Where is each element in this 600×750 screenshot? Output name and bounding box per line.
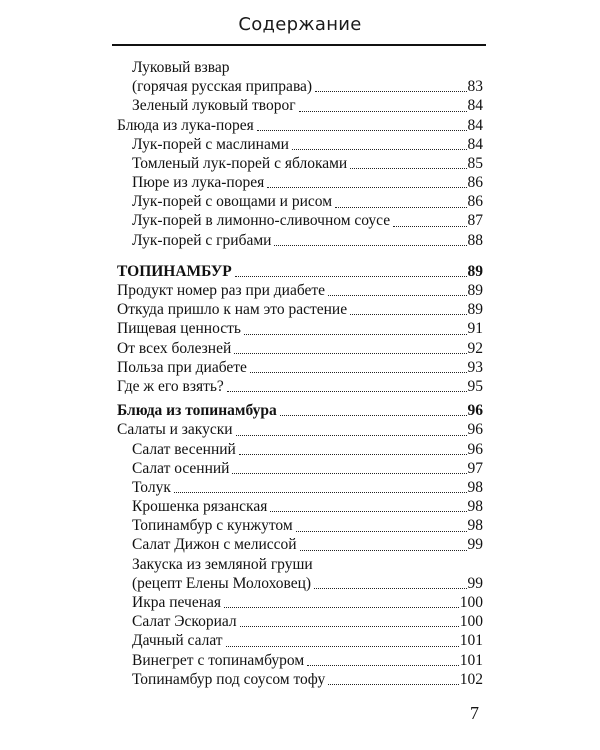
dot-leader bbox=[393, 226, 466, 227]
toc-entry-title: Винегрет с топинамбуром bbox=[132, 651, 305, 669]
toc-entry-page: 98 bbox=[467, 517, 483, 535]
dot-leader bbox=[227, 391, 467, 392]
toc-entry-page: 102 bbox=[459, 670, 483, 688]
toc-entry bbox=[117, 231, 483, 250]
toc-entry bbox=[117, 631, 483, 650]
toc-entry bbox=[117, 440, 483, 459]
toc-entry-title: Лук-порей с грибами bbox=[132, 231, 272, 249]
dot-leader bbox=[328, 684, 459, 685]
toc-entry bbox=[117, 58, 483, 77]
dot-leader bbox=[244, 334, 467, 335]
toc-entry-page: 101 bbox=[459, 651, 483, 669]
toc-entry-page: 84 bbox=[467, 97, 483, 115]
dot-leader bbox=[350, 314, 466, 315]
toc-entry-page: 89 bbox=[467, 262, 483, 280]
toc-entry-page: 99 bbox=[467, 536, 483, 554]
toc-entry-page: 95 bbox=[467, 377, 483, 395]
toc-entry-page: 100 bbox=[459, 613, 483, 631]
toc-entry-title: Лук-порей с овощами и рисом bbox=[132, 193, 333, 211]
toc-entry-page: 101 bbox=[459, 632, 483, 650]
toc-entry-page: 97 bbox=[467, 459, 483, 477]
toc-entry bbox=[117, 377, 483, 396]
dot-leader bbox=[232, 473, 466, 474]
toc-entry-page: 98 bbox=[467, 498, 483, 516]
dot-leader bbox=[174, 492, 467, 493]
toc-entry bbox=[117, 612, 483, 631]
toc-entry bbox=[117, 420, 483, 439]
toc-entry-title: Зеленый луковый творог bbox=[132, 97, 296, 115]
toc-entry bbox=[117, 497, 483, 516]
toc-entry-page: 96 bbox=[467, 402, 483, 420]
toc-entry-title: Откуда пришло к нам это растение bbox=[117, 301, 348, 319]
dot-leader bbox=[299, 111, 467, 112]
toc-entry-page: 91 bbox=[467, 320, 483, 338]
toc-entry-page: 83 bbox=[467, 78, 483, 96]
toc-entry-title: Пищевая ценность bbox=[117, 320, 241, 338]
header-rule bbox=[112, 44, 486, 46]
toc-entry bbox=[117, 478, 483, 497]
toc-entry bbox=[117, 459, 483, 478]
toc-entry-page: 96 bbox=[467, 421, 483, 439]
toc-entry-title: От всех болезней bbox=[117, 339, 232, 357]
dot-leader bbox=[315, 91, 466, 92]
toc-entry bbox=[117, 262, 483, 281]
toc-entry bbox=[117, 173, 483, 192]
toc-entry-page: 86 bbox=[467, 193, 483, 211]
dot-leader bbox=[267, 187, 466, 188]
toc-entry-page: 93 bbox=[467, 358, 483, 376]
toc-entry bbox=[117, 212, 483, 231]
toc-entry-title: Где ж его взять? bbox=[117, 377, 224, 395]
dot-leader bbox=[257, 130, 467, 131]
dot-leader bbox=[328, 295, 466, 296]
dot-leader bbox=[236, 435, 467, 436]
toc-entry-title: Продукт номер раз при диабете bbox=[117, 282, 326, 300]
toc-entry bbox=[117, 574, 483, 593]
table-of-contents bbox=[117, 58, 483, 689]
dot-leader bbox=[239, 454, 467, 455]
toc-entry bbox=[117, 670, 483, 689]
toc-entry-title: (горячая русская приправа) bbox=[132, 78, 313, 96]
toc-entry bbox=[117, 300, 483, 319]
toc-entry bbox=[117, 116, 483, 135]
dot-leader bbox=[270, 511, 466, 512]
toc-entry-title: Икра печеная bbox=[132, 594, 221, 612]
toc-entry-title: Блюда из топинамбура bbox=[117, 402, 277, 420]
toc-entry-title: Салат весенний bbox=[132, 440, 236, 458]
toc-entry-title: Салат Дижон с мелиссой bbox=[132, 536, 297, 554]
dot-leader bbox=[307, 665, 459, 666]
dot-leader bbox=[235, 276, 467, 277]
dot-leader bbox=[224, 607, 459, 608]
toc-entry-page: 87 bbox=[467, 212, 483, 230]
toc-entry-title: Салат Эскориал bbox=[132, 613, 237, 631]
toc-entry-page: 96 bbox=[467, 440, 483, 458]
dot-leader bbox=[300, 550, 467, 551]
toc-entry-page: 84 bbox=[467, 135, 483, 153]
dot-leader bbox=[335, 207, 466, 208]
toc-entry bbox=[117, 516, 483, 535]
toc-entry-page: 89 bbox=[467, 282, 483, 300]
toc-entry-page: 84 bbox=[467, 116, 483, 134]
dot-leader bbox=[274, 245, 466, 246]
toc-entry-title: Крошенка рязанская bbox=[132, 498, 268, 516]
toc-entry bbox=[117, 401, 483, 420]
toc-entry-title: Блюда из лука-порея bbox=[117, 116, 254, 134]
toc-entry bbox=[117, 555, 483, 574]
toc-entry bbox=[117, 536, 483, 555]
toc-entry-page: 89 bbox=[467, 301, 483, 319]
toc-entry-title: Толук bbox=[132, 478, 171, 496]
toc-entry bbox=[117, 154, 483, 173]
dot-leader bbox=[250, 372, 467, 373]
toc-entry-page: 100 bbox=[459, 594, 483, 612]
toc-entry-title: Салат осенний bbox=[132, 459, 230, 477]
dot-leader bbox=[350, 168, 466, 169]
page-number: 7 bbox=[470, 703, 479, 723]
toc-entry bbox=[117, 281, 483, 300]
toc-entry-title: Лук-порей с маслинами bbox=[132, 135, 289, 153]
toc-entry-page: 88 bbox=[467, 231, 483, 249]
toc-entry bbox=[117, 96, 483, 115]
toc-entry bbox=[117, 77, 483, 96]
toc-entry bbox=[117, 319, 483, 338]
dot-leader bbox=[240, 626, 459, 627]
toc-entry bbox=[117, 192, 483, 211]
toc-entry-title: Закуска из земляной груши bbox=[132, 555, 313, 573]
toc-entry-title: Топинамбур с кунжутом bbox=[132, 517, 293, 535]
toc-entry-title: Дачный салат bbox=[132, 632, 223, 650]
toc-entry-title: Томленый лук-порей с яблоками bbox=[132, 154, 348, 172]
toc-entry-title: Луковый взвар bbox=[132, 58, 230, 76]
toc-entry-page: 85 bbox=[467, 154, 483, 172]
dot-leader bbox=[234, 353, 466, 354]
toc-entry-page: 92 bbox=[467, 339, 483, 357]
dot-leader bbox=[292, 149, 467, 150]
dot-leader bbox=[226, 646, 459, 647]
toc-entry-title: (рецепт Елены Молоховец) bbox=[132, 574, 312, 592]
dot-leader bbox=[280, 415, 467, 416]
toc-entry-page: 98 bbox=[467, 478, 483, 496]
toc-entry bbox=[117, 593, 483, 612]
toc-entry-page: 86 bbox=[467, 174, 483, 192]
toc-entry-title: Салаты и закуски bbox=[117, 421, 233, 439]
toc-entry-title: Пюре из лука-порея bbox=[132, 174, 265, 192]
toc-entry bbox=[117, 651, 483, 670]
page-header-title: Содержание bbox=[238, 14, 362, 35]
toc-entry bbox=[117, 339, 483, 358]
toc-entry bbox=[117, 358, 483, 377]
toc-entry-title: Топинамбур под соусом тофу bbox=[132, 670, 326, 688]
toc-entry-title: Лук-порей в лимонно-сливочном соусе bbox=[132, 212, 391, 230]
toc-entry-title: Польза при диабете bbox=[117, 358, 247, 376]
toc-entry bbox=[117, 135, 483, 154]
dot-leader bbox=[314, 588, 466, 589]
toc-entry-page: 99 bbox=[467, 574, 483, 592]
dot-leader bbox=[296, 531, 467, 532]
toc-entry-title: ТОПИНАМБУР bbox=[117, 262, 232, 280]
